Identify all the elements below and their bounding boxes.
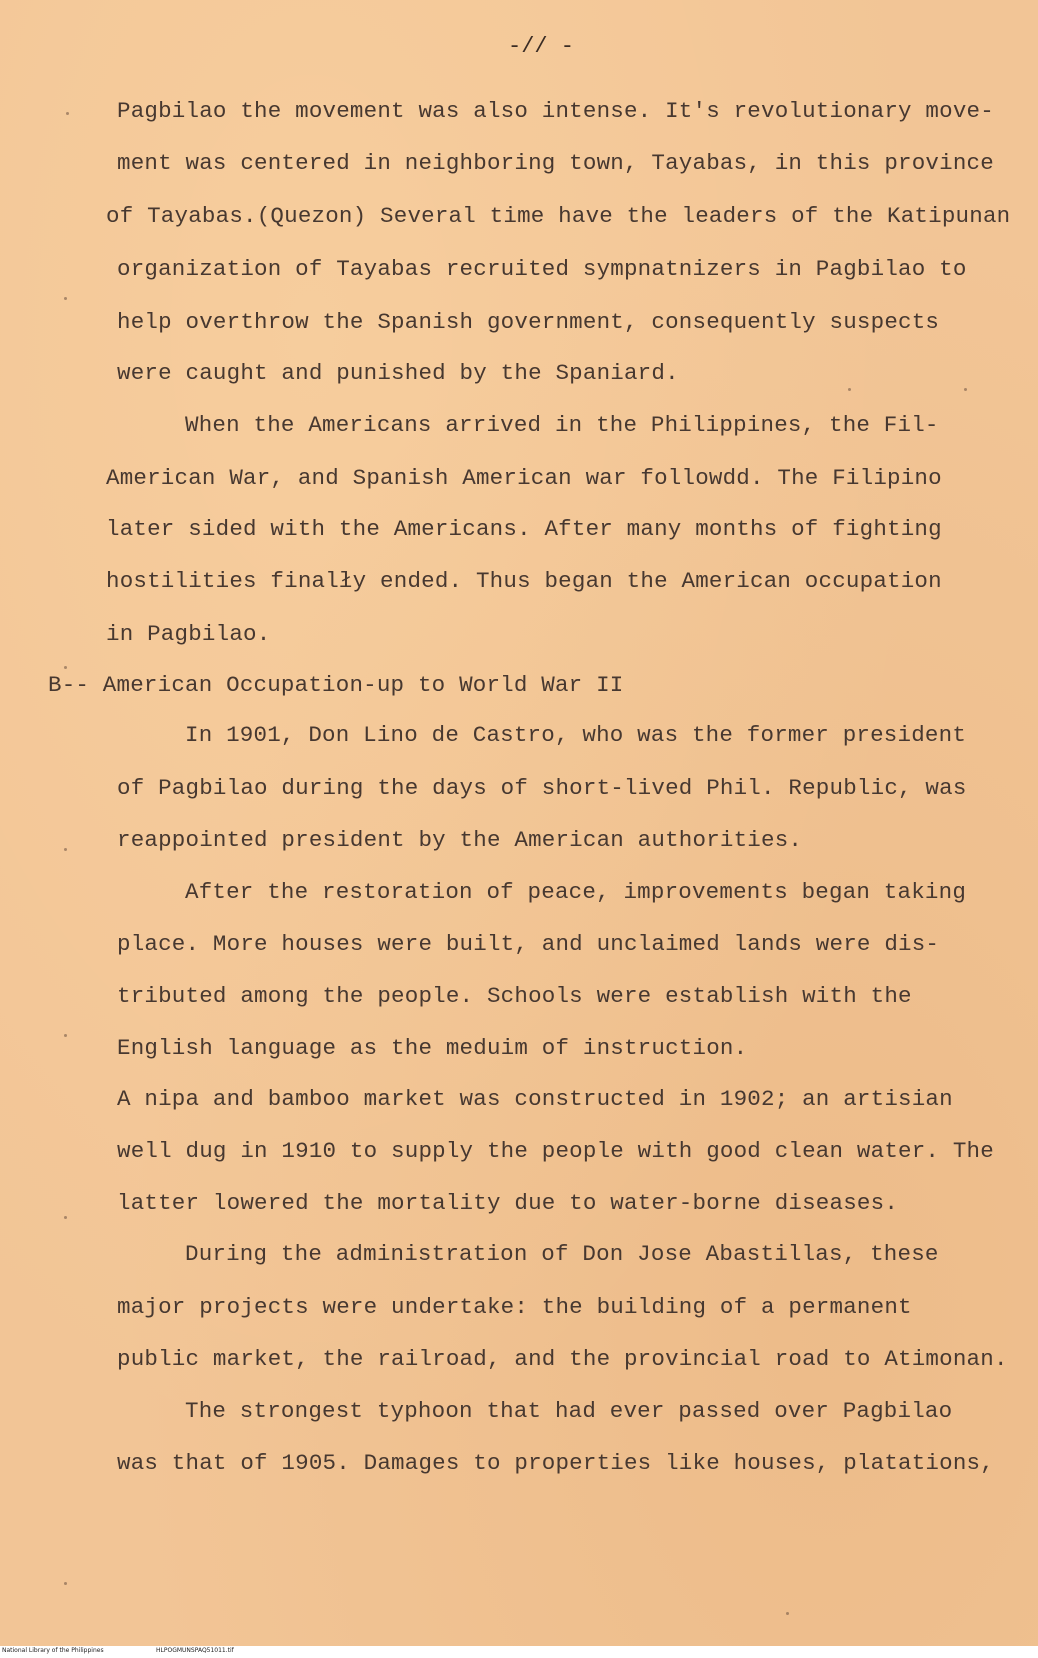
text-line: of Tayabas.(Quezon) Several time have the leaders of the Katipunan: [106, 203, 1011, 229]
text-line: American War, and Spanish American war followdd. The Filipino: [106, 465, 942, 491]
library-credit: National Library of the Philippines: [2, 1647, 104, 1654]
text-line: in Pagbilao.: [106, 621, 271, 647]
text-line: hostilities finalły ended. Thus began the American occupation: [106, 568, 942, 594]
text-line: major projects were undertake: the building of a permanent: [117, 1294, 912, 1320]
speck-mark: [64, 297, 67, 300]
text-line: After the restoration of peace, improvements began taking: [185, 879, 967, 905]
text-line: organization of Tayabas recruited sympnatnizers in Pagbilao to: [117, 256, 967, 282]
file-id: HLPOGMUNSPAQ51011.tif: [156, 1647, 234, 1654]
text-line: later sided with the Americans. After many months of fighting: [106, 516, 942, 542]
speck-mark: [786, 1612, 789, 1615]
speck-mark: [848, 388, 851, 391]
text-line: well dug in 1910 to supply the people with good clean water. The: [117, 1138, 994, 1164]
section-heading: B-- American Occupation-up to World War II: [48, 672, 624, 698]
page-number: -// -: [508, 34, 575, 59]
text-line: place. More houses were built, and unclaimed lands were dis-: [117, 931, 940, 957]
speck-mark: [964, 388, 967, 391]
speck-mark: [64, 1216, 67, 1219]
text-line: Pagbilao the movement was also intense. It's revolutionary move-: [117, 98, 994, 124]
text-line: help overthrow the Spanish government, consequently suspects: [117, 309, 940, 335]
text-line: of Pagbilao during the days of short-lived Phil. Republic, was: [117, 775, 967, 801]
speck-mark: [66, 112, 69, 115]
text-line: was that of 1905. Damages to properties like houses, platations,: [117, 1450, 994, 1476]
text-line: tributed among the people. Schools were establish with the: [117, 983, 912, 1009]
text-line: ment was centered in neighboring town, Tayabas, in this province: [117, 150, 994, 176]
speck-mark: [64, 666, 67, 669]
speck-mark: [64, 1034, 67, 1037]
speck-mark: [64, 1582, 67, 1585]
text-line: English language as the meduim of instruction.: [117, 1035, 748, 1061]
text-line: were caught and punished by the Spaniard.: [117, 360, 679, 386]
speck-mark: [64, 848, 67, 851]
text-line: In 1901, Don Lino de Castro, who was the former president: [185, 722, 967, 748]
text-line: During the administration of Don Jose Abastillas, these: [185, 1241, 939, 1267]
text-line: The strongest typhoon that had ever passed over Pagbilao: [185, 1398, 953, 1424]
text-line: latter lowered the mortality due to water-borne diseases.: [117, 1190, 899, 1216]
text-line: public market, the railroad, and the provincial road to Atimonan.: [117, 1346, 1008, 1372]
text-line: A nipa and bamboo market was constructed in 1902; an artisian: [117, 1086, 953, 1112]
text-line: reappointed president by the American authorities.: [117, 827, 803, 853]
text-line: When the Americans arrived in the Philippines, the Fil-: [185, 412, 939, 438]
